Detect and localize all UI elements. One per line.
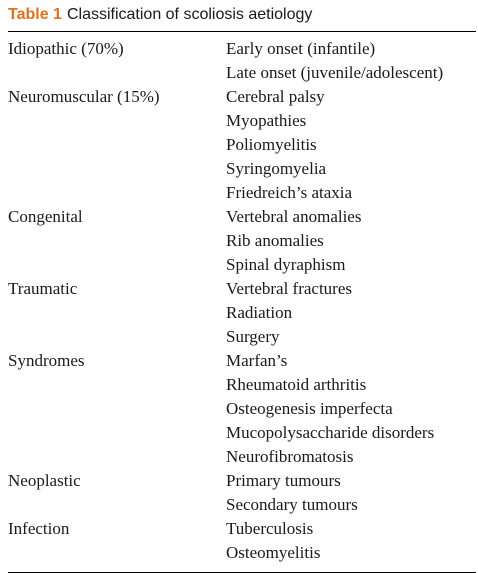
cause-item: Surgery <box>226 327 280 346</box>
category-cell: Traumatic <box>8 279 78 298</box>
category-cell: Neoplastic <box>8 471 81 490</box>
table-row <box>8 205 476 277</box>
table-row <box>8 37 476 85</box>
table-row <box>8 517 476 565</box>
cause-item: Vertebral anomalies <box>226 207 362 226</box>
table-row <box>8 277 476 349</box>
cause-item: Radiation <box>226 303 293 322</box>
cause-item: Osteogenesis imperfecta <box>226 399 393 418</box>
cause-item: Syringomyelia <box>226 159 327 178</box>
cause-item: Osteomyelitis <box>226 543 321 562</box>
cause-item: Neurofibromatosis <box>226 447 354 466</box>
cause-item: Late onset (juvenile/adolescent) <box>226 63 444 82</box>
cause-item: Early onset (infantile) <box>226 39 376 58</box>
aetiology-table <box>8 5 476 573</box>
cause-item: Tuberculosis <box>226 519 314 538</box>
table-label: Table 1 <box>8 6 62 23</box>
category-cell: Congenital <box>8 207 83 226</box>
cause-item: Primary tumours <box>226 471 341 490</box>
table-caption <box>8 5 476 27</box>
cause-item: Myopathies <box>226 111 307 130</box>
cause-list <box>226 85 476 205</box>
category-cell: Syndromes <box>8 351 85 370</box>
table-body <box>8 32 476 565</box>
cause-item: Poliomyelitis <box>226 135 317 154</box>
cause-item: Secondary tumours <box>226 495 358 514</box>
table-row <box>8 349 476 469</box>
cause-item: Mucopolysaccharide disorders <box>226 423 435 442</box>
category-cell: Infection <box>8 519 70 538</box>
cause-list <box>226 277 476 349</box>
cause-item: Cerebral palsy <box>226 87 325 106</box>
cause-item: Spinal dyraphism <box>226 255 346 274</box>
table-row <box>8 85 476 205</box>
category-cell: Idiopathic (70%) <box>8 39 124 58</box>
cause-item: Rib anomalies <box>226 231 324 250</box>
cause-item: Vertebral fractures <box>226 279 353 298</box>
cause-list <box>226 349 476 469</box>
cause-list <box>226 205 476 277</box>
cause-list <box>226 517 476 565</box>
cause-item: Friedreich’s ataxia <box>226 183 353 202</box>
cause-item: Marfan’s <box>226 351 288 370</box>
category-cell: Neuromuscular (15%) <box>8 87 160 106</box>
cause-list <box>226 469 476 517</box>
cause-item: Rheumatoid arthritis <box>226 375 367 394</box>
table-row <box>8 469 476 517</box>
table-title: Classification of scoliosis aetiology <box>66 6 313 23</box>
cause-list <box>226 37 476 85</box>
